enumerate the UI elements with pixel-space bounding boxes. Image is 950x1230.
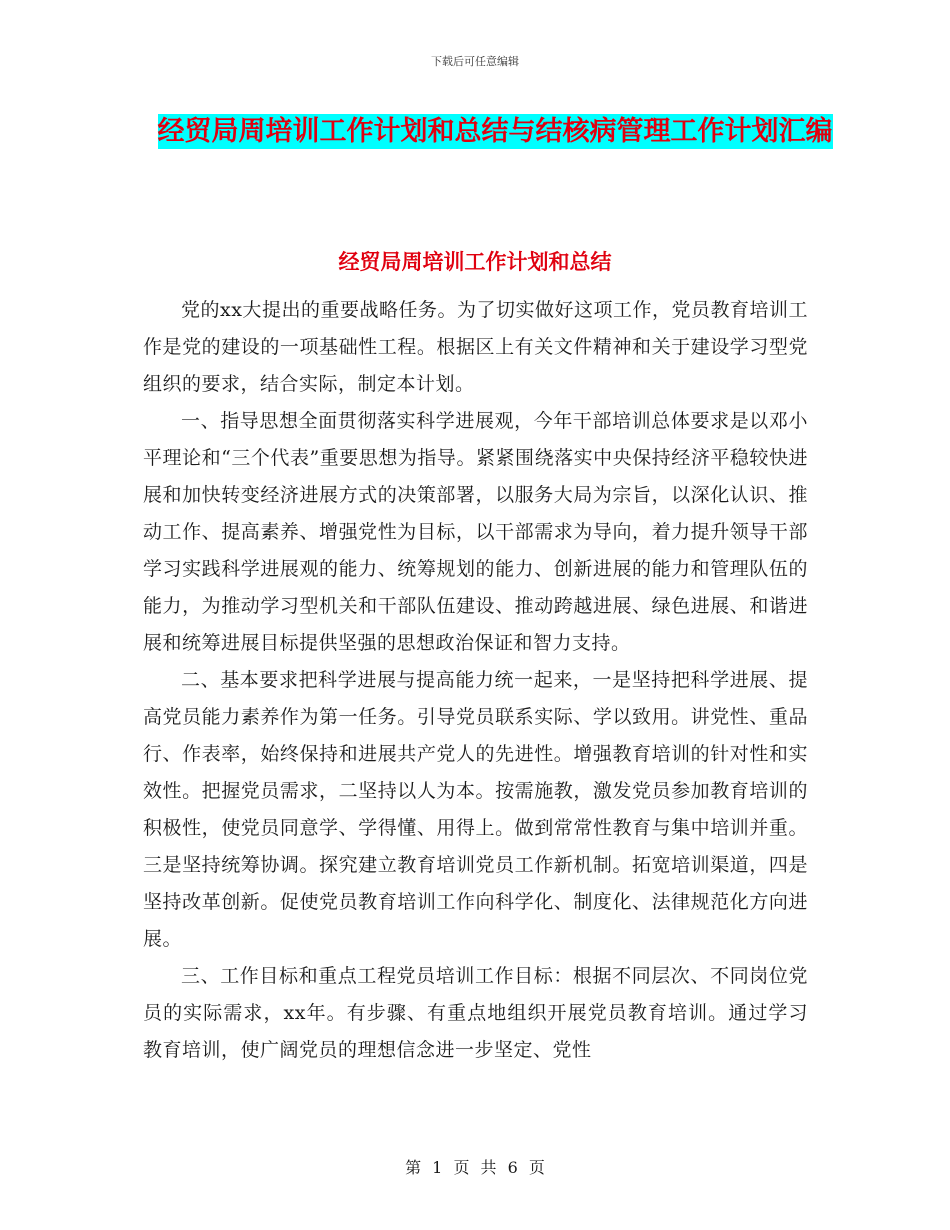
page-footer: 第 1 页 共 6 页 — [405, 1158, 545, 1177]
paragraph-guiding-ideology: 一、指导思想全面贯彻落实科学进展观，今年干部培训总体要求是以邓小平理论和“三个代表”重要思想为指导。紧紧围绕落实中央保持经济平稳较快进展和加快转变经济进展方式的决策部署，以服务大局为宗旨，以深化认识、推动工作、提高素养、增强党性为目标，以干部需求为导向，着力提升领导干部学习实践科学进展观的能力、统筹规划的能力、创新进展的能力和管理队伍的能力，为推动学习型机关和干部队伍建设、推动跨越进展、绿色进展、和谐进展和统筹进展目标提供坚强的思想政治保证和智力支持。 — [143, 410, 808, 654]
section-title: 经贸局周培训工作计划和总结 — [338, 250, 612, 274]
document-title-text: 经贸局周培训工作计划和总结与结核病管理工作计划汇编 — [157, 116, 833, 147]
header-note: 下载后可任意编辑 — [431, 55, 519, 68]
body-text — [143, 292, 808, 1069]
paragraph-work-goals: 三、工作目标和重点工程党员培训工作目标：根据不同层次、不同岗位党员的实际需求，xx年。有步骤、有重点地组织开展党员教育培训。通过学习教育培训，使广阔党员的理想信念进一步坚定、党性 — [143, 965, 808, 1061]
paragraph-intro: 党的xx大提出的重要战略任务。为了切实做好这项工作，党员教育培训工作是党的建设的一项基础性工程。根据区上有关文件精神和关于建设学习型党组织的要求，结合实际，制定本计划。 — [143, 299, 808, 395]
document-title — [150, 108, 840, 156]
paragraph-basic-requirements: 二、基本要求把科学进展与提高能力统一起来，一是坚持把科学进展、提高党员能力素养作为第一任务。引导党员联系实际、学以致用。讲党性、重品行、作表率，始终保持和进展共产党人的先进性。增强教育培训的针对性和实效性。把握党员需求，二坚持以人为本。按需施教，激发党员参加教育培训的积极性，使党员同意学、学得懂、用得上。做到常常性教育与集中培训并重。三是坚持统筹协调。探究建立教育培训党员工作新机制。拓宽培训渠道，四是坚持改革创新。促使党员教育培训工作向科学化、制度化、法律规范化方向进展。 — [143, 669, 808, 950]
